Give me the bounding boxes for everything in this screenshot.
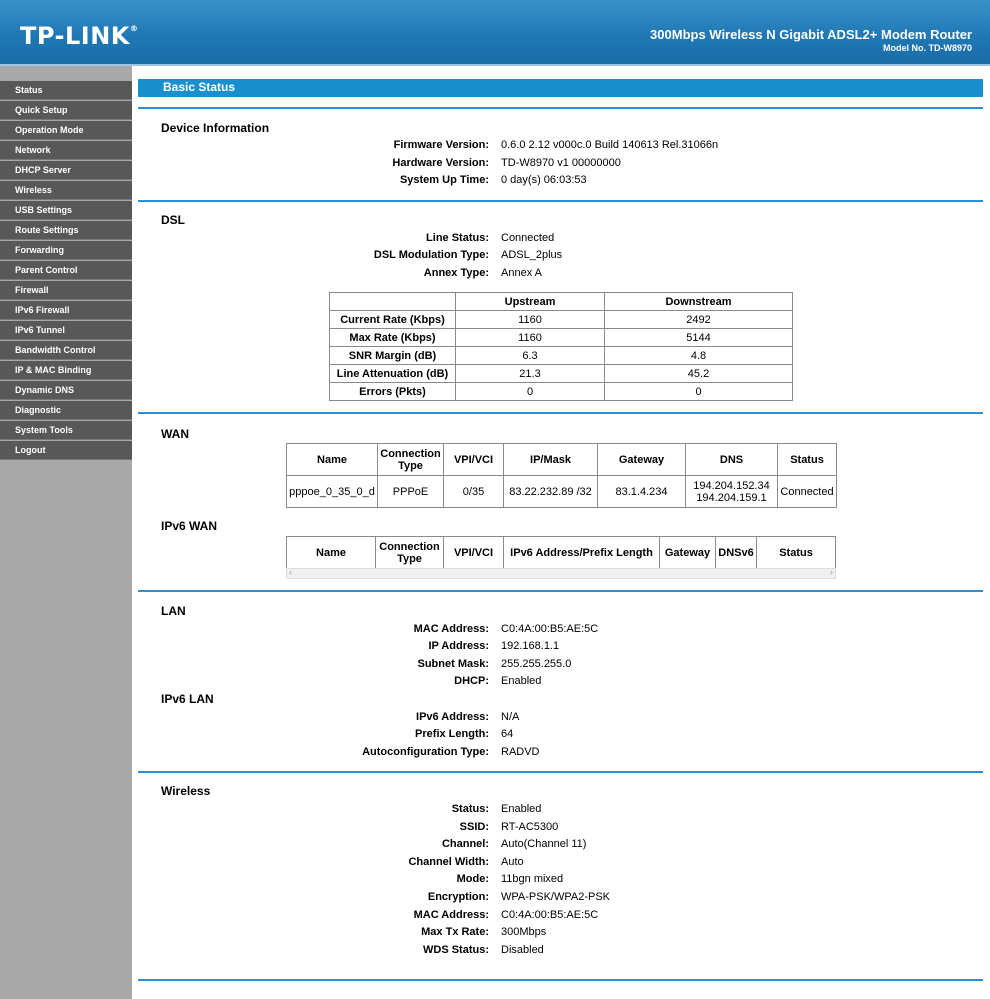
lan-ip-row: IP Address: 192.168.1.1 bbox=[428, 640, 560, 652]
firmware-version-row: Firmware Version: 0.6.0 2.12 v000c.0 Build 140613 Rel.31066n bbox=[393, 139, 719, 151]
hardware-version-row: Hardware Version: TD-W8970 v1 00000000 bbox=[392, 157, 621, 169]
divider bbox=[138, 200, 983, 202]
max-tx-rate-row: Max Tx Rate: 300Mbps bbox=[421, 926, 547, 938]
dsl-rate-table: Upstream Downstream Current Rate (Kbps) 1160 2492 Max Rate (Kbps) 1160 5144 SNR Margin (dB) 6.3 4.8 Line Attenuation (dB) 21.3 45.2 Errors (Pkts) 0 0 bbox=[329, 292, 793, 401]
lan-mac-row: MAC Address: C0:4A:00:B5:AE:5C bbox=[413, 623, 599, 635]
ipv6-lan-title: IPv6 LAN bbox=[161, 692, 214, 706]
sidebar-item-dynamic-dns[interactable]: Dynamic DNS bbox=[0, 381, 132, 400]
sidebar-item-dhcp-server[interactable]: DHCP Server bbox=[0, 161, 132, 180]
product-title: 300Mbps Wireless N Gigabit ADSL2+ Modem Router bbox=[650, 27, 972, 42]
channel-width-row: Channel Width: Auto bbox=[408, 856, 524, 868]
table-row: SNR Margin (dB) 6.3 4.8 bbox=[330, 347, 793, 365]
divider bbox=[138, 590, 983, 592]
sidebar-item-forwarding[interactable]: Forwarding bbox=[0, 241, 132, 260]
wds-status-row: WDS Status: Disabled bbox=[423, 944, 544, 956]
table-row: Errors (Pkts) 0 0 bbox=[330, 383, 793, 401]
sidebar-item-operation-mode[interactable]: Operation Mode bbox=[0, 121, 132, 140]
wireless-status-row: Status: Enabled bbox=[451, 803, 542, 815]
mode-row: Mode: 11bgn mixed bbox=[456, 873, 564, 885]
page-title-bar bbox=[138, 79, 983, 97]
tp-link-logo: TP-LINK® bbox=[20, 22, 139, 50]
encryption-row: Encryption: WPA-PSK/WPA2-PSK bbox=[427, 891, 611, 903]
lan-title: LAN bbox=[161, 604, 186, 618]
sidebar-item-usb-settings[interactable]: USB Settings bbox=[0, 201, 132, 220]
prefix-length-row: Prefix Length: 64 bbox=[415, 728, 514, 740]
wan-title: WAN bbox=[161, 427, 189, 441]
sidebar-item-system-tools[interactable]: System Tools bbox=[0, 421, 132, 440]
autoconfig-type-row: Autoconfiguration Type: RADVD bbox=[362, 746, 540, 758]
divider bbox=[138, 107, 983, 109]
divider bbox=[138, 979, 983, 981]
sidebar-nav bbox=[0, 66, 132, 999]
wireless-title: Wireless bbox=[161, 784, 211, 798]
header-banner bbox=[0, 0, 990, 66]
dsl-modulation-row: DSL Modulation Type: ADSL_2plus bbox=[373, 249, 563, 261]
device-info-title: Device Information bbox=[161, 121, 270, 135]
sidebar-item-route-settings[interactable]: Route Settings bbox=[0, 221, 132, 240]
table-row: pppoe_0_35_0_d PPPoE 0/35 83.22.232.89 /32 83.1.4.234 194.204.152.34 194.204.159.1 Connected bbox=[287, 476, 837, 508]
sidebar-item-parent-control[interactable]: Parent Control bbox=[0, 261, 132, 280]
line-status-row: Line Status: Connected bbox=[426, 232, 555, 244]
lan-dhcp-row: DHCP: Enabled bbox=[454, 675, 542, 687]
uptime-row: System Up Time: 0 day(s) 06:03:53 bbox=[399, 174, 587, 186]
annex-type-row: Annex Type: Annex A bbox=[423, 267, 542, 279]
page-title: Basic Status bbox=[163, 80, 236, 94]
sidebar-item-diagnostic[interactable]: Diagnostic bbox=[0, 401, 132, 420]
sidebar-item-ipv6-tunnel[interactable]: IPv6 Tunnel bbox=[0, 321, 132, 340]
sidebar-item-firewall[interactable]: Firewall bbox=[0, 281, 132, 300]
ipv6-wan-table: Name Connection Type VPI/VCI IPv6 Address/Prefix Length Gateway DNSv6 Status bbox=[286, 536, 836, 569]
sidebar-item-status[interactable]: Status bbox=[0, 81, 132, 100]
model-number: Model No. TD-W8970 bbox=[882, 43, 972, 53]
table-row: Line Attenuation (dB) 21.3 45.2 bbox=[330, 365, 793, 383]
lan-subnet-row: Subnet Mask: 255.255.255.0 bbox=[417, 658, 572, 670]
sidebar-item-ipv6-firewall[interactable]: IPv6 Firewall bbox=[0, 301, 132, 320]
wireless-mac-row: MAC Address: C0:4A:00:B5:AE:5C bbox=[413, 909, 599, 921]
sidebar-item-quick-setup[interactable]: Quick Setup bbox=[0, 101, 132, 120]
ssid-row: SSID: RT-AC5300 bbox=[459, 821, 559, 833]
table-row: Max Rate (Kbps) 1160 5144 bbox=[330, 329, 793, 347]
sidebar-item-network[interactable]: Network bbox=[0, 141, 132, 160]
scroll-left-icon[interactable]: ‹ bbox=[289, 567, 292, 577]
dsl-title: DSL bbox=[161, 213, 185, 227]
sidebar-item-ip-mac-binding[interactable]: IP & MAC Binding bbox=[0, 361, 132, 380]
ipv6-wan-scrollbar[interactable] bbox=[286, 568, 836, 579]
sidebar-item-wireless[interactable]: Wireless bbox=[0, 181, 132, 200]
wan-table: Name Connection Type VPI/VCI IP/Mask Gateway DNS Status pppoe_0_35_0_d PPPoE 0/35 83.22.232.89 /32 83.1.4.234 194.204.152.34 194.204.159.1 Connected bbox=[286, 443, 837, 508]
sidebar-item-bandwidth-control[interactable]: Bandwidth Control bbox=[0, 341, 132, 360]
ipv6-address-row: IPv6 Address: N/A bbox=[416, 711, 520, 723]
header-stripe bbox=[0, 64, 990, 66]
channel-row: Channel: Auto(Channel 11) bbox=[441, 838, 587, 850]
divider bbox=[138, 412, 983, 414]
scroll-right-icon[interactable]: › bbox=[830, 567, 833, 577]
divider bbox=[138, 771, 983, 773]
sidebar-item-logout[interactable]: Logout bbox=[0, 441, 132, 460]
ipv6-wan-title: IPv6 WAN bbox=[161, 519, 218, 533]
table-row: Current Rate (Kbps) 1160 2492 bbox=[330, 311, 793, 329]
